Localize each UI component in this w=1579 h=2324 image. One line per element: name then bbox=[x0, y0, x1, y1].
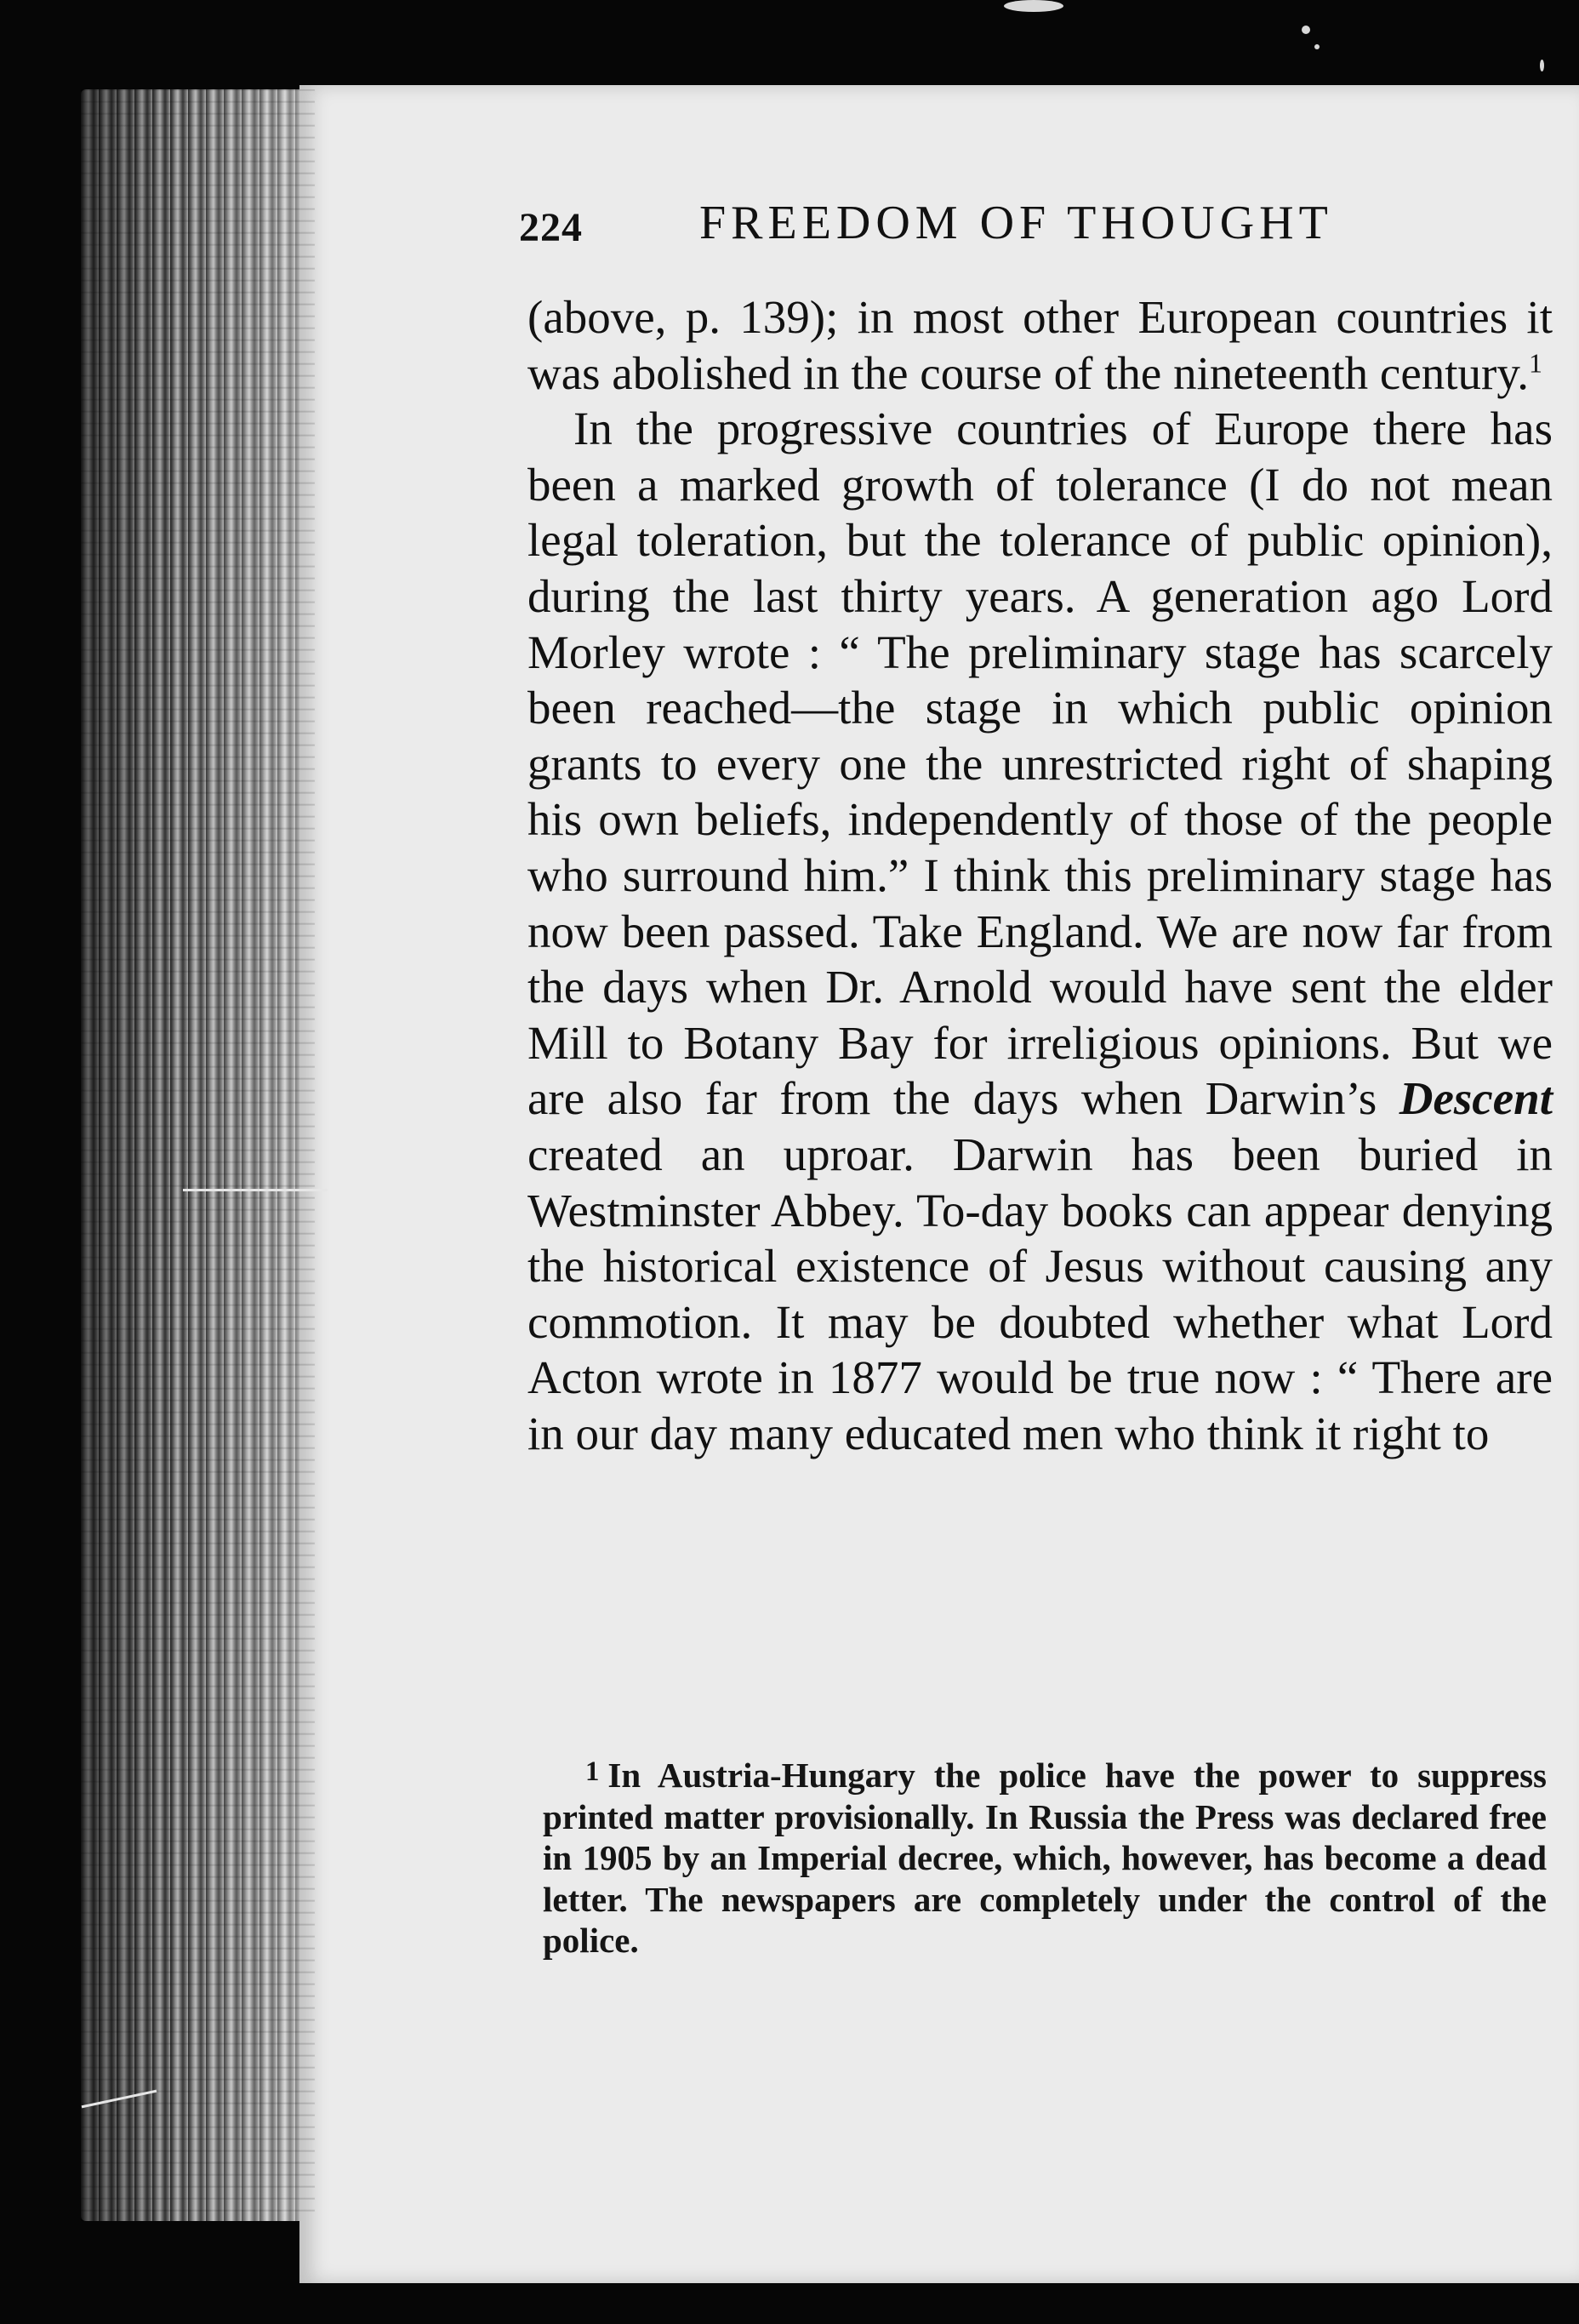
running-title: FREEDOM OF THOUGHT bbox=[699, 197, 1333, 249]
footnotes bbox=[543, 1751, 1547, 1961]
page-edges bbox=[81, 89, 315, 2221]
edge-mark bbox=[183, 1189, 328, 1191]
paragraph bbox=[527, 289, 1553, 401]
paragraph-text: (above, p. 139); in most other European countries it was abolished in the course of the nineteenth century. bbox=[527, 291, 1553, 399]
page-header bbox=[519, 194, 1497, 262]
italic-title: Descent bbox=[1399, 1072, 1553, 1125]
body-text bbox=[527, 289, 1553, 1461]
paragraph-text: In the progressive countries of Europe there has been a marked growth of tolerance (I do not mean legal toleration, but the tolerance of public opinion), during the last thirty years. A generation ago Lord Morley wrote : “ The preliminary stage has scarcely been reached—the stage in which public opinion grants to every one the unrestricted right of shaping his own beliefs, independently of those of the people who surround him.” I think this preliminary stage has now been passed. Take England. We are now far from the days when Dr. Arnold would have sent the elder Mill to Botany Bay for irreligious opinions. But we are also far from the days when Darwin’s bbox=[527, 403, 1553, 1125]
background-speck bbox=[1004, 0, 1063, 12]
background-speck bbox=[1302, 26, 1310, 34]
paragraph bbox=[527, 401, 1553, 1461]
edge-mark bbox=[82, 2090, 157, 2109]
page-number: 224 bbox=[519, 205, 583, 250]
background-speck bbox=[1540, 60, 1544, 71]
book-page bbox=[299, 85, 1579, 2283]
footnote-text: In Austria-Hungary the police have the power to suppress printed matter provisionally. In Russia the Press was declared free in 1905 by an Imperial decree, which, however, has become a dead letter. The newspapers are completely under the control of the police. bbox=[543, 1756, 1547, 1961]
footnote-reference: 1 bbox=[1529, 348, 1542, 379]
footnote-marker: 1 bbox=[585, 1756, 600, 1787]
paragraph-text: created an uproar. Darwin has been buried in Westminster Abbey. To-day books can appear denying the historical existence of Jesus without causing any commotion. It may be doubted whether what Lord Acton wrote in 1877 would be true now : “ There are in our day many educated men who think it right to bbox=[527, 1128, 1553, 1459]
footnote bbox=[543, 1751, 1547, 1961]
background-speck bbox=[1314, 44, 1320, 49]
